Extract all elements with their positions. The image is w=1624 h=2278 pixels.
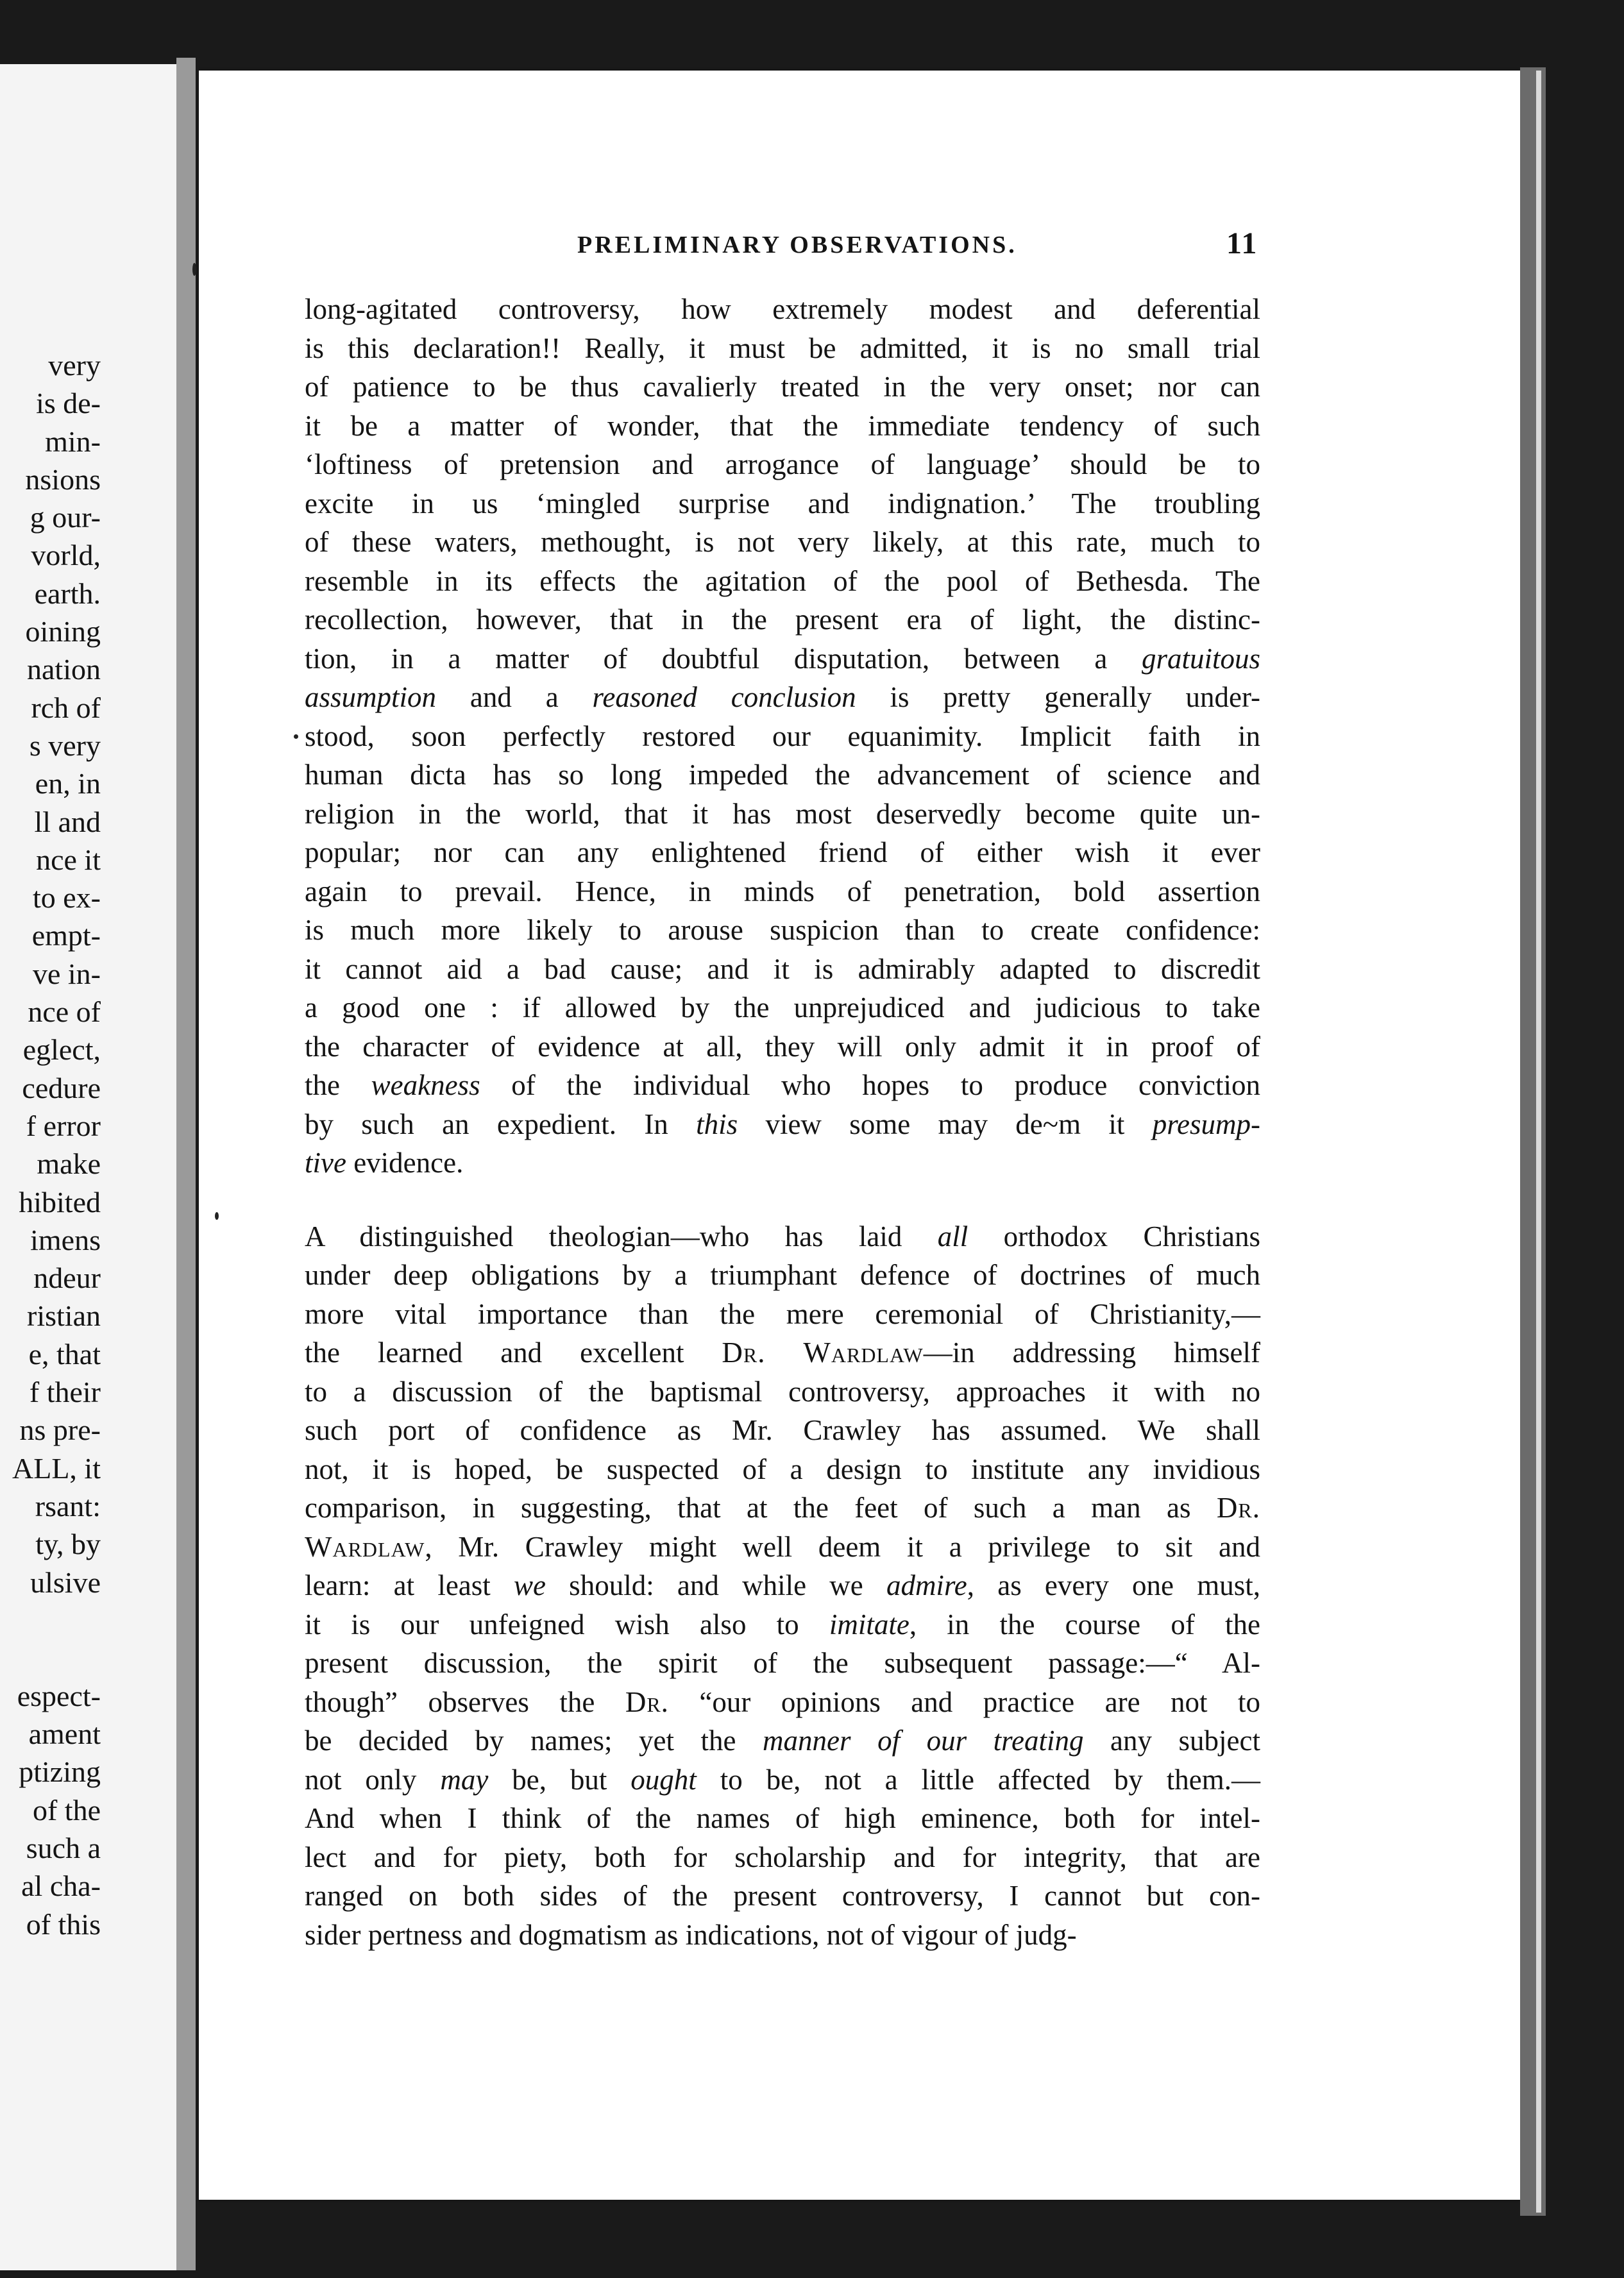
- previous-page-line: vorld,: [31, 539, 101, 572]
- text-line: though” observes the Dr. “our opinions and practice are not to: [305, 1685, 1260, 1718]
- previous-page-line: ll and: [34, 805, 101, 838]
- previous-page-line: empt-: [31, 919, 101, 952]
- previous-page-line: min-: [45, 425, 101, 458]
- text-line: popular; nor can any enlightened friend of either wish it ever: [305, 836, 1260, 868]
- line-gap: [12, 1601, 101, 1677]
- text-line: of patience to be thus cavalierly treated in the very onset; nor can: [305, 371, 1260, 403]
- ink-speck: [215, 1212, 219, 1220]
- previous-page-line: ptizing: [19, 1755, 101, 1789]
- previous-page-line: make: [37, 1147, 101, 1181]
- previous-page-line: al cha-: [21, 1869, 101, 1903]
- page-gutter: [176, 58, 196, 2270]
- previous-page-line: cedure: [22, 1071, 101, 1104]
- previous-page-line: imens: [30, 1223, 101, 1256]
- text-line: learn: at least we should: and while we admire, as every one must,: [305, 1569, 1260, 1601]
- text-line: stood, soon perfectly restored our equanimity. Implicit faith in: [305, 720, 1260, 752]
- text-line: A distinguished theologian—who has laid all orthodox Christians: [305, 1220, 1261, 1253]
- previous-page-line: to ex-: [32, 881, 101, 915]
- previous-page-line: ament: [28, 1717, 101, 1751]
- previous-page-line: nce of: [28, 995, 101, 1029]
- text-line: such port of confidence as Mr. Crawley has assumed. We shall: [305, 1414, 1260, 1446]
- previous-page-line: nce it: [36, 843, 101, 876]
- text-line: not, it is hoped, be suspected of a design to institute any invidious: [305, 1453, 1260, 1485]
- previous-page-line: e, that: [28, 1337, 101, 1371]
- text-line: be decided by names; yet the manner of our treating any subject: [305, 1725, 1260, 1757]
- page-edge: [1520, 67, 1546, 2216]
- page-number: 11: [1226, 226, 1258, 260]
- previous-page-line: ns pre-: [19, 1413, 101, 1447]
- text-line: resemble in its effects the agitation of the pool of Bethesda. The: [305, 564, 1260, 597]
- text-line: to a discussion of the baptismal controversy, approaches it with no: [305, 1375, 1260, 1408]
- previous-page-line: such a: [26, 1831, 101, 1864]
- running-title: PRELIMINARY OBSERVATIONS.: [577, 232, 1017, 258]
- ink-speck: [294, 734, 298, 739]
- text-line: And when I think of the names of high eminence, both for intel-: [305, 1802, 1260, 1834]
- text-line: lect and for piety, both for scholarship and for integrity, that are: [305, 1841, 1260, 1873]
- margin-mark: [192, 263, 196, 276]
- text-line: sider pertness and dogmatism as indications, not of vigour of judg-: [305, 1918, 1077, 1951]
- previous-page-line: s very: [29, 729, 101, 762]
- text-line: is this declaration!! Really, it must be admitted, it is no small trial: [305, 332, 1260, 364]
- previous-page-line: ALL, it: [12, 1451, 101, 1485]
- previous-page-line: g our-: [30, 501, 101, 534]
- previous-page-line: is de-: [36, 387, 101, 420]
- previous-page-line: rch of: [31, 691, 101, 724]
- text-line: of these waters, methought, is not very likely, at this rate, much to: [305, 526, 1260, 558]
- text-line: ranged on both sides of the present controversy, I cannot but con-: [305, 1880, 1260, 1912]
- previous-page-line: f error: [26, 1109, 101, 1142]
- text-line: Wardlaw, Mr. Crawley might well deem it a privilege to sit and: [305, 1530, 1260, 1563]
- previous-page-line: en, in: [35, 767, 101, 800]
- text-line: ‘loftiness of pretension and arrogance of language’ should be to: [305, 448, 1260, 480]
- previous-page-line: ndeur: [33, 1261, 101, 1295]
- text-line: religion in the world, that it has most deservedly become quite un-: [305, 797, 1260, 830]
- previous-page-line: oining: [25, 615, 101, 648]
- text-line: it is our unfeigned wish also to imitate, in the course of the: [305, 1608, 1260, 1641]
- text-line: comparison, in suggesting, that at the feet of such a man as Dr.: [305, 1492, 1260, 1524]
- text-line: the learned and excellent Dr. Wardlaw—in addressing himself: [305, 1337, 1260, 1369]
- previous-page-line: nsions: [25, 462, 101, 496]
- text-line: excite in us ‘mingled surprise and indignation.’ The troubling: [305, 487, 1260, 519]
- previous-page-text: [12, 346, 101, 1943]
- paragraph-1: [305, 290, 1260, 1183]
- previous-page-line: f their: [29, 1376, 101, 1409]
- text-line: human dicta has so long impeded the advancement of science and: [305, 759, 1260, 791]
- previous-page-line: ristian: [27, 1299, 101, 1333]
- text-line: assumption and a reasoned conclusion is pretty generally under-: [305, 681, 1261, 713]
- body-text: [305, 290, 1260, 1954]
- previous-page-line: very: [48, 349, 101, 382]
- previous-page-line: hibited: [19, 1185, 101, 1219]
- text-line: long-agitated controversy, how extremely modest and deferential: [305, 293, 1260, 325]
- previous-page-line: ve in-: [32, 957, 101, 990]
- previous-page-line: ty, by: [35, 1528, 101, 1561]
- book-page: [199, 71, 1520, 2200]
- previous-page-line: ulsive: [30, 1565, 101, 1599]
- text-line: present discussion, the spirit of the subsequent passage:—“ Al-: [305, 1647, 1260, 1679]
- text-line: it cannot aid a bad cause; and it is admirably adapted to discredit: [305, 952, 1260, 985]
- text-line: is much more likely to arouse suspicion than to create confidence:: [305, 914, 1260, 946]
- text-line: the character of evidence at all, they will only admit it in proof of: [305, 1030, 1260, 1063]
- previous-page-line: eglect,: [22, 1033, 101, 1067]
- previous-page-line: earth.: [34, 577, 101, 610]
- previous-page-line: of this: [26, 1907, 101, 1941]
- text-line: tive evidence.: [305, 1147, 464, 1179]
- text-line: tion, in a matter of doubtful disputation, between a gratuitous: [305, 642, 1260, 675]
- text-line: under deep obligations by a triumphant defence of doctrines of much: [305, 1259, 1260, 1291]
- text-line: the weakness of the individual who hopes to produce conviction: [305, 1069, 1260, 1101]
- previous-page-line: nation: [27, 653, 101, 686]
- text-line: by such an expedient. In this view some may de~m it presump-: [305, 1108, 1260, 1140]
- text-line: it be a matter of wonder, that the immediate tendency of such: [305, 409, 1260, 442]
- previous-page-line: espect-: [17, 1679, 101, 1712]
- text-line: more vital importance than the mere ceremonial of Christianity,—: [305, 1297, 1260, 1330]
- paragraph-2: [305, 1217, 1260, 1955]
- text-line: not only may be, but ought to be, not a little affected by them.—: [305, 1763, 1260, 1796]
- previous-page-line: rsant:: [35, 1489, 101, 1523]
- previous-page-line: of the: [32, 1793, 101, 1827]
- previous-page-fragment: [0, 64, 176, 2270]
- text-line: recollection, however, that in the present era of light, the distinc-: [305, 603, 1260, 636]
- text-line: a good one : if allowed by the unprejudiced and judicious to take: [305, 991, 1260, 1024]
- page-edge-highlight: [1536, 71, 1541, 2213]
- text-line: again to prevail. Hence, in minds of penetration, bold assertion: [305, 875, 1260, 907]
